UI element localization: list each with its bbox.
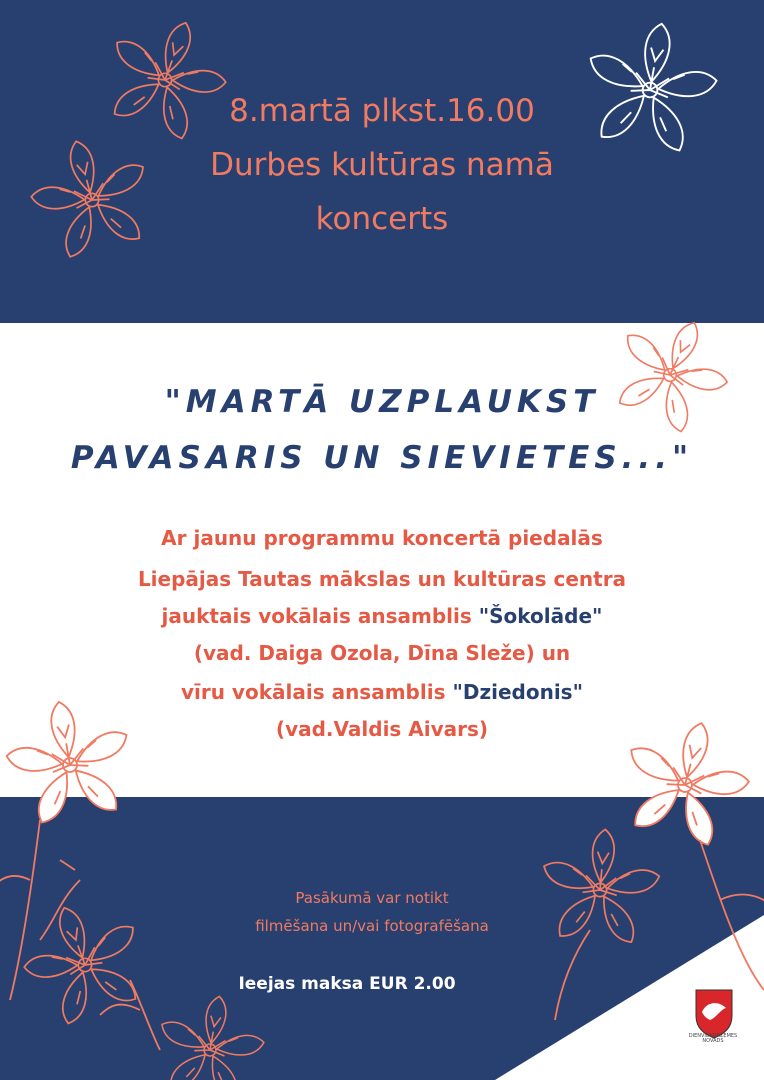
notice-line1: Pasākumā var notikt xyxy=(295,889,449,907)
program-line1: Ar jaunu programmu koncertā piedalās xyxy=(161,526,603,550)
flower-icon xyxy=(148,987,274,1080)
program-line3 xyxy=(0,604,764,628)
flower-icon xyxy=(573,12,728,162)
flower-icon xyxy=(7,887,162,1038)
event-venue: Durbes kultūras namā xyxy=(210,147,554,183)
ensemble-name-dziedonis: "Dziedonis" xyxy=(452,680,584,704)
program-line2: Liepājas Tautas mākslas un kultūras centra xyxy=(137,567,627,591)
flower-icon xyxy=(89,2,244,153)
concert-title-line2: PAVASARIS UN SIEVIETES..." xyxy=(70,440,694,476)
program-line3-text: jauktais vokālais ansamblis xyxy=(161,604,479,628)
flower-icon xyxy=(0,691,144,834)
stem-decoration xyxy=(0,820,764,1050)
program-line4: (vad. Daiga Ozola, Dīna Sleže) un xyxy=(193,641,571,665)
program-line6: (vad.Valdis Aivars) xyxy=(275,717,489,741)
program-line5 xyxy=(0,680,764,704)
ensemble-name-sokolade: "Šokolāde" xyxy=(478,604,603,628)
event-type: koncerts xyxy=(315,201,449,237)
concert-title-line1: "MARTĀ UZPLAUKST xyxy=(164,384,600,420)
notice-line2: filmēšana un/vai fotografēšana xyxy=(255,917,489,935)
flower-icon xyxy=(595,298,747,447)
flower-icon xyxy=(17,125,165,269)
event-datetime: 8.martā plkst.16.00 xyxy=(229,93,535,129)
program-line5-text: vīru vokālais ansamblis xyxy=(180,680,453,704)
municipality-logo-text: DIENVIDKURZEMES NOVADS xyxy=(688,1033,738,1044)
entry-fee: Ieejas maksa EUR 2.00 xyxy=(238,974,456,994)
